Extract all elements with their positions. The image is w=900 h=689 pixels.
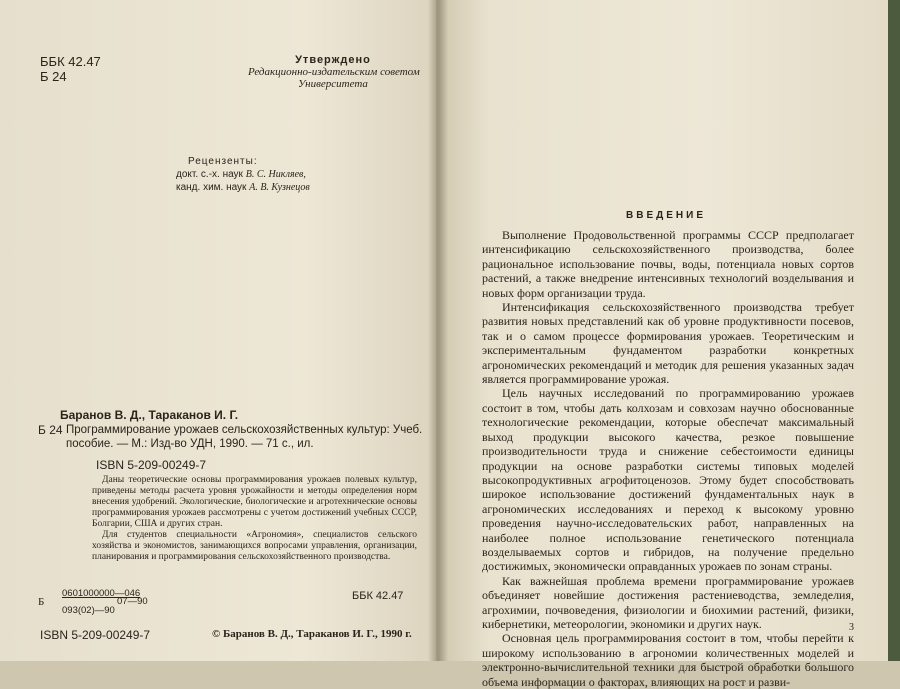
intro-paragraph-5: Основная цель программирования состоит в том, чтобы перейти к широкому использованию в агрономии количественных моделей и электронно-вычислительной техники для быстрой обработки большого объема информации о факторах, влияющих на рост и разви- bbox=[482, 631, 854, 689]
bbk-code-bottom: ББК 42.47 bbox=[352, 590, 404, 602]
reviewer-2-title: канд. хим. наук bbox=[176, 182, 247, 193]
section-title: ВВЕДЕНИЕ bbox=[626, 210, 706, 221]
intro-paragraph-3: Цель научных исследований по программированию урожаев состоит в том, чтобы дать колхозам и совхозам научно обоснованные технологические рекомендации, которые обеспечат максимальный выход продукции высокого качества, резкое повышение производительности труда и снижение себестоимости единицы продукции на основе разработки системы типовых моделей высокопродуктивных агрофитоценозов. Этому будет способствовать широкое использование достижений фундаментальных наук в агрономических исследованиях и переход к высокому уровню проведения научно-исследовательских работ, направленных на наиболее полное использование генетического потенциала возделываемых сортов и гибридов, на получение предельно достижимых, экономически оправданных урожаев по зонам страны. bbox=[482, 386, 854, 574]
bbk-code bbox=[40, 54, 101, 84]
page-number: 3 bbox=[849, 622, 854, 633]
classification-b: Б bbox=[38, 596, 45, 608]
reviewer-2-name: А. В. Кузнецов bbox=[249, 182, 310, 193]
intro-text bbox=[482, 228, 854, 689]
approval-line-1: Редакционно-издательским советом bbox=[248, 66, 420, 78]
classification-numerator: 0601000000—046 bbox=[62, 588, 141, 599]
book-gutter bbox=[428, 0, 448, 661]
bibliographic-entry: Программирование урожаев сельскохозяйственных культур: Учеб. пособие. — М.: Изд-во УДН, 1990. — 71 с., ил. bbox=[66, 424, 423, 450]
reviewers-block bbox=[176, 155, 310, 194]
b24-text: Б 24 bbox=[40, 69, 67, 84]
reviewer-1-title: докт. с.-х. наук bbox=[176, 169, 243, 180]
approval-block bbox=[248, 54, 418, 90]
reviewer-1 bbox=[176, 168, 310, 181]
catalog-b24: Б 24 bbox=[38, 423, 63, 437]
copyright: © Баранов В. Д., Тараканов И. Г., 1990 г. bbox=[212, 628, 412, 640]
left-page bbox=[0, 0, 436, 661]
approval-heading: Утверждено bbox=[295, 54, 371, 66]
abstract bbox=[92, 475, 417, 563]
abstract-paragraph-1: Даны теоретические основы программирования урожаев полевых культур, приведены методы расчета уровня урожайности и методы определения норм внесения удобрений. Экологические, биологические и агротехнические основы программирования урожаев рассмотрены с учетом достижений учебных СССР, Болгарии, США и других стран. bbox=[92, 475, 417, 529]
isbn: ISBN 5-209-00249-7 bbox=[96, 458, 207, 472]
authors: Баранов В. Д., Тараканов И. Г. bbox=[60, 408, 239, 422]
intro-paragraph-2: Интенсификация сельскохозяйственного производства требует развития новых представлений как об уровне продуктивности посевов, так и о самом процессе формирования урожаев. Теоретическим и экспериментальным фундаментом разработки конкретных агрономических рекомендаций и методик для решения указанных задач является программирование урожая. bbox=[482, 300, 854, 387]
approval-line-2: Университета bbox=[298, 78, 368, 90]
reviewers-heading: Рецензенты: bbox=[188, 156, 258, 167]
classification-suffix: 07—90 bbox=[117, 596, 148, 607]
bbk-code-text: ББК 42.47 bbox=[40, 54, 101, 69]
cover-edge bbox=[888, 0, 900, 661]
reviewer-2 bbox=[176, 181, 310, 194]
isbn-bottom: ISBN 5-209-00249-7 bbox=[40, 628, 151, 642]
intro-paragraph-1: Выполнение Продовольственной программы СССР предполагает интенсификацию сельскохозяйственного производства, более рациональное использование почвы, воды, потенциала новых сортов растений, а также внедрение интенсивных технологий возделывания и новых форм организации труда. bbox=[482, 228, 854, 300]
reviewer-1-name: В. С. Никляев, bbox=[245, 169, 306, 180]
classification-denominator: 093(02)—90 bbox=[62, 605, 115, 616]
intro-paragraph-4: Как важнейшая проблема времени программирование урожаев объединяет новейшие достижения растениеводства, земледелия, агрохимии, почвоведения, физиологии и биохимии растений, физики, кибернетики, метеорологии, экономики и других наук. bbox=[482, 573, 854, 631]
abstract-paragraph-2: Для студентов специальности «Агрономия», специалистов сельского хозяйства и экономистов, занимающихся вопросами управления, организации, планирования и программирования сельскохозяйственного производства. bbox=[92, 530, 417, 562]
